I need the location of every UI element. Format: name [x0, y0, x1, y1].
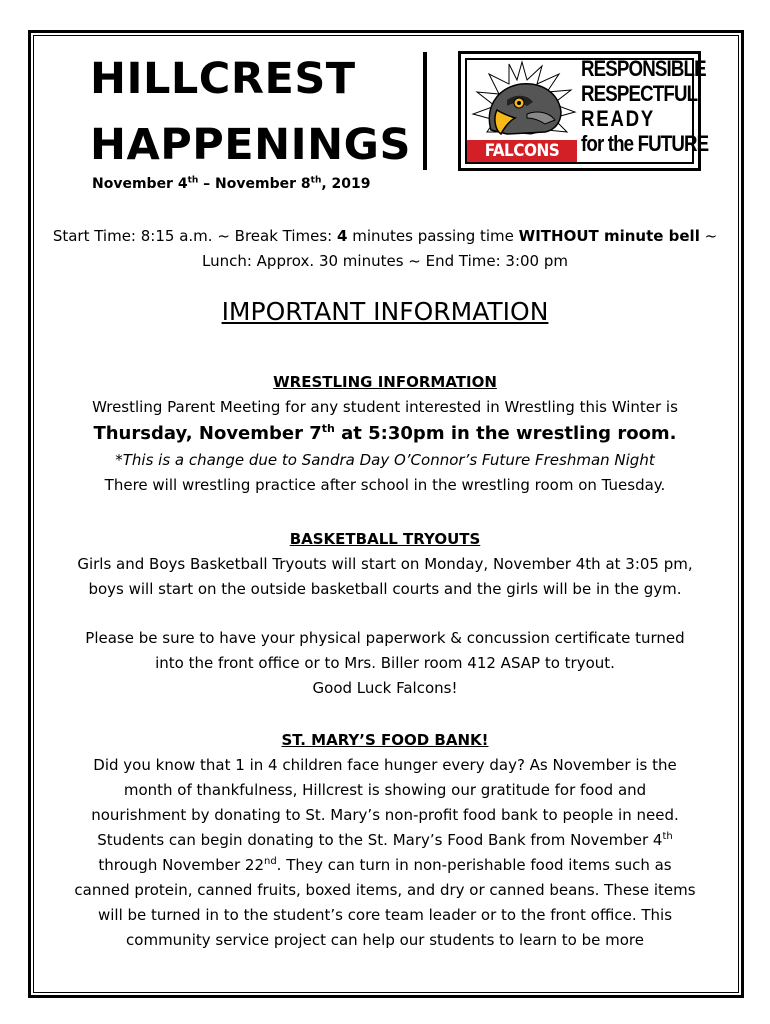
paragraph-line: Did you know that 1 in 4 children face hunger every day? As November is the [93, 756, 677, 774]
section-title: WRESTLING INFORMATION [273, 373, 497, 391]
paragraph-line: *This is a change due to Sandra Day O’Connor’s Future Freshman Night [115, 451, 655, 469]
important-heading: IMPORTANT INFORMATION [221, 297, 549, 326]
paragraph-line: community service project can help our students to learn to be more [126, 931, 644, 949]
falcons-badge: FALCONS [467, 140, 577, 162]
paragraph-line: Please be sure to have your physical paperwork & concussion certificate turned [85, 629, 685, 647]
paragraph-line: through November 22nd. They can turn in non-perishable food items such as [98, 856, 672, 874]
paragraph-line: boys will start on the outside basketball courts and the girls will be in the gym. [88, 580, 682, 598]
paragraph-line: Good Luck Falcons! [312, 679, 458, 697]
meeting-time: Thursday, November 7th at 5:30pm in the wrestling room. [93, 422, 677, 444]
paragraph-line: month of thankfulness, Hillcrest is showing our gratitude for food and [123, 781, 647, 799]
paragraph-line: nourishment by donating to St. Mary’s non-profit food bank to people in need. [91, 806, 679, 824]
paperwork-notice [40, 626, 730, 701]
basketball-section [40, 527, 730, 602]
paragraph-line: canned protein, canned fruits, boxed items, and dry or canned beans. These items [74, 881, 696, 899]
motto-line: READY [581, 106, 655, 131]
paragraph-line: Girls and Boys Basketball Tryouts will start on Monday, November 4th at 3:05 pm, [77, 555, 693, 573]
header-divider [423, 52, 427, 170]
food-bank-section [40, 728, 730, 953]
section-title: ST. MARY’S FOOD BANK! [281, 731, 489, 749]
section-title: BASKETBALL TRYOUTS [289, 530, 481, 548]
paragraph-line: There will wrestling practice after school in the wrestling room on Tuesday. [104, 476, 666, 494]
motto-line: RESPONSIBLE [581, 56, 706, 81]
paragraph-line: into the front office or to Mrs. Biller room 412 ASAP to tryout. [155, 654, 615, 672]
date-range: November 4th – November 8th, 2019 [92, 175, 371, 192]
motto-line: RESPECTFUL [581, 81, 698, 106]
paragraph-line: Students can begin donating to the St. Mary’s Food Bank from November 4th [97, 831, 673, 849]
paragraph-line: Wrestling Parent Meeting for any student interested in Wrestling this Winter is [92, 398, 678, 416]
school-motto [581, 56, 709, 156]
school-logo [458, 51, 709, 171]
daily-schedule: Start Time: 8:15 a.m. ~ Break Times: 4 minutes passing time WITHOUT minute bell ~ Lunch: Approx. 30 minutes ~ End Time: 3:00 pm [52, 227, 718, 270]
paragraph-line: will be turned in to the student’s core team leader or to the front office. This [97, 906, 673, 924]
wrestling-section [40, 370, 730, 498]
motto-line: for the FUTURE [581, 131, 709, 156]
newsletter-title-line1: HILLCREST [90, 54, 356, 104]
newsletter-title-line2: HAPPENINGS [90, 120, 411, 170]
